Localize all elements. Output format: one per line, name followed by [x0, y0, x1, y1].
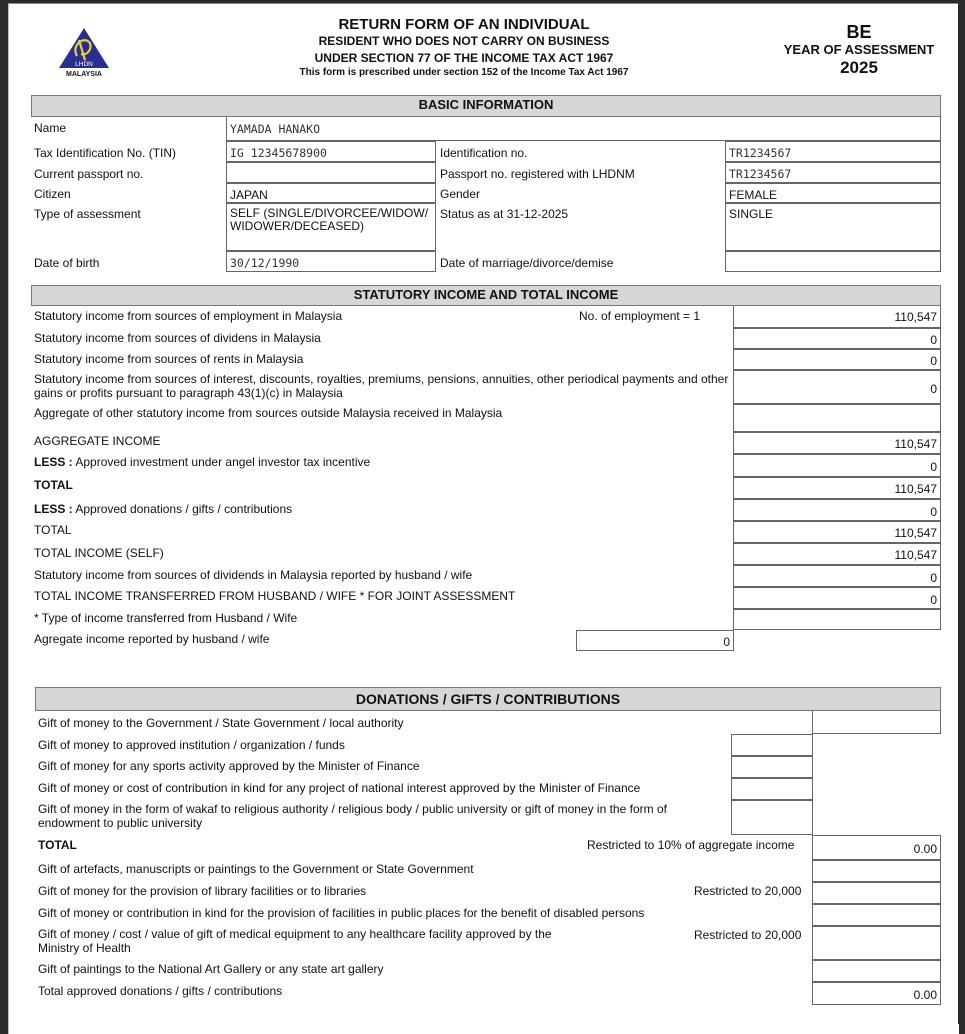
donation-wakaf-label: Gift of money in the form of wakaf to religious authority / religious body / public university or gift of money in the form of endowment to public university — [38, 802, 667, 830]
total-1-field[interactable]: 110,547 — [733, 477, 941, 499]
donation-government-label: Gift of money to the Government / State Government / local authority — [38, 716, 404, 730]
marriage-date-label: Date of marriage/divorce/demise — [440, 256, 614, 270]
passport-label: Current passport no. — [34, 167, 144, 181]
income-outside-field[interactable] — [733, 404, 941, 432]
tin-field[interactable]: IG 12345678900 — [226, 141, 436, 162]
less-donations-label — [34, 502, 292, 516]
form-code-block — [759, 22, 959, 78]
spouse-dividends-label: Statutory income from sources of dividends in Malaysia reported by husband / wife — [34, 568, 473, 582]
donation-national-interest-field[interactable] — [731, 778, 813, 800]
less-donations-prefix: LESS : — [34, 502, 73, 516]
form-code: BE — [846, 22, 872, 42]
total-income-self-label: TOTAL INCOME (SELF) — [34, 546, 164, 560]
lhdn-logo — [49, 26, 119, 78]
total-income-self-field[interactable]: 110,547 — [733, 543, 941, 565]
donation-library-field[interactable] — [812, 882, 941, 904]
donation-grand-total-field[interactable]: 0.00 — [812, 982, 941, 1005]
donation-national-interest-label: Gift of money or cost of contribution in kind for any project of national interest approved by the Minister of Finance — [38, 781, 641, 795]
donation-art-gallery-label: Gift of paintings to the National Art Gallery or any state art gallery — [38, 962, 384, 976]
passport-reg-label: Passport no. registered with LHDNM — [440, 167, 635, 181]
transferred-income-field[interactable]: 0 — [733, 587, 941, 609]
income-row-employment-label: Statutory income from sources of employment in Malaysia — [34, 309, 343, 323]
title-line-2: RESIDENT WHO DOES NOT CARRY ON BUSINESS — [318, 34, 610, 48]
less-angel-label — [34, 455, 370, 469]
employment-count: No. of employment = 1 — [579, 309, 701, 323]
donation-library-note: Restricted to 20,000 — [694, 884, 802, 898]
income-row-outside-label: Aggregate of other statutory income from sources outside Malaysia received in Malaysia — [34, 406, 503, 420]
donation-art-gallery-field[interactable] — [812, 960, 941, 982]
income-header: STATUTORY INCOME AND TOTAL INCOME — [31, 285, 941, 306]
less-angel-text: Approved investment under angel investor tax incentive — [72, 455, 371, 469]
income-row-rents-label: Statutory income from sources of rents in Malaysia — [34, 352, 304, 366]
donation-sports-label: Gift of money for any sports activity approved by the Minister of Finance — [38, 759, 420, 773]
income-type-transferred-label: * Type of income transferred from Husband / Wife — [34, 611, 298, 625]
passport-reg-field[interactable]: TR1234567 — [725, 162, 941, 183]
lhdn-logo-icon — [49, 26, 119, 78]
spouse-aggregate-field[interactable]: 0 — [576, 630, 734, 651]
tin-label: Tax Identification No. (TIN) — [34, 146, 177, 160]
tax-form-page — [8, 3, 959, 1034]
citizen-label: Citizen — [34, 187, 71, 201]
dob-label: Date of birth — [34, 256, 100, 270]
donation-sports-field[interactable] — [731, 756, 813, 778]
form-title — [219, 16, 709, 78]
basic-info-header: BASIC INFORMATION — [31, 95, 941, 117]
id-field[interactable]: TR1234567 — [725, 141, 941, 162]
year-label: YEAR OF ASSESSMENT — [783, 42, 935, 57]
donation-total-field[interactable]: 0.00 — [812, 835, 941, 860]
donation-artefacts-label: Gift of artefacts, manuscripts or paintings to the Government or State Government — [38, 862, 474, 876]
citizen-field[interactable]: JAPAN — [226, 183, 436, 203]
donation-medical-label: Gift of money / cost / value of gift of medical equipment to any healthcare facility approved by the Ministry of Health — [38, 927, 552, 955]
donation-artefacts-field[interactable] — [812, 860, 941, 882]
status-label: Status as at 31-12-2025 — [440, 207, 569, 221]
window-edge-right — [958, 0, 965, 1024]
income-interest-field[interactable]: 0 — [733, 370, 941, 404]
income-dividends-field[interactable]: 0 — [733, 328, 941, 349]
less-angel-field[interactable]: 0 — [733, 454, 941, 477]
title-line-1: RETURN FORM OF AN INDIVIDUAL — [338, 16, 590, 33]
income-row-dividends-label: Statutory income from sources of dividens in Malaysia — [34, 331, 321, 345]
status-field[interactable]: SINGLE — [725, 203, 941, 251]
less-angel-prefix: LESS : — [34, 455, 73, 469]
svg-text:MALAYSIA: MALAYSIA — [66, 71, 102, 78]
donation-library-label: Gift of money for the provision of library facilities or to libraries — [38, 884, 367, 898]
year-value: 2025 — [840, 58, 878, 77]
passport-field[interactable] — [226, 162, 436, 183]
title-line-4: This form is prescribed under section 152 of the Income Tax Act 1967 — [299, 67, 629, 78]
donation-disabled-field[interactable] — [812, 904, 941, 926]
donation-grand-total-label: Total approved donations / gifts / contributions — [38, 984, 283, 998]
donation-government-field[interactable] — [812, 711, 941, 734]
donation-column-divider — [812, 734, 813, 835]
name-label: Name — [34, 121, 67, 135]
income-employment-field[interactable]: 110,547 — [733, 306, 941, 328]
id-label: Identification no. — [440, 146, 528, 160]
less-donations-field[interactable]: 0 — [733, 499, 941, 521]
name-field[interactable]: YAMADA HANAKO — [226, 117, 941, 141]
transferred-income-label: TOTAL INCOME TRANSFERRED FROM HUSBAND / WIFE * FOR JOINT ASSESSMENT — [34, 589, 516, 603]
donation-medical-note: Restricted to 20,000 — [694, 928, 802, 942]
aggregate-income-field[interactable]: 110,547 — [733, 432, 941, 454]
svg-text:LHDN: LHDN — [75, 61, 93, 68]
donations-header: DONATIONS / GIFTS / CONTRIBUTIONS — [35, 687, 941, 711]
title-line-3: UNDER SECTION 77 OF THE INCOME TAX ACT 1967 — [314, 51, 614, 65]
income-rents-field[interactable]: 0 — [733, 349, 941, 370]
total-2-field[interactable]: 110,547 — [733, 521, 941, 543]
total-1-label: TOTAL — [34, 478, 73, 492]
donation-total-label: TOTAL — [38, 838, 77, 852]
spouse-dividends-field[interactable]: 0 — [733, 565, 941, 587]
donation-institution-field[interactable] — [731, 734, 813, 756]
spouse-aggregate-label: Agregate income reported by husband / wife — [34, 632, 270, 646]
gender-label: Gender — [440, 187, 481, 201]
income-type-transferred-field[interactable] — [733, 609, 941, 630]
less-donations-text: Approved donations / gifts / contributions — [72, 502, 293, 516]
income-row-interest-label: Statutory income from sources of interest, discounts, royalties, premiums, pensions, annuities, other periodical payments and other gains or profits pursuant to paragraph 43(1)(c) in Malaysia — [34, 372, 729, 400]
dob-field[interactable]: 30/12/1990 — [226, 251, 436, 272]
donation-institution-label: Gift of money to approved institution / organization / funds — [38, 738, 345, 752]
donation-wakaf-field[interactable] — [731, 800, 813, 835]
total-2-label: TOTAL — [34, 523, 72, 537]
gender-field[interactable]: FEMALE — [725, 183, 941, 203]
marriage-date-field[interactable] — [725, 251, 941, 272]
assessment-field[interactable]: SELF (SINGLE/DIVORCEE/WIDOW/WIDOWER/DECEASED) — [226, 203, 436, 251]
donation-medical-field[interactable] — [812, 926, 941, 960]
donation-disabled-label: Gift of money or contribution in kind for the provision of facilities in public places for the benefit of disabled persons — [38, 906, 645, 920]
assessment-label: Type of assessment — [34, 207, 141, 221]
aggregate-income-label: AGGREGATE INCOME — [34, 434, 161, 448]
donation-total-note: Restricted to 10% of aggregate income — [587, 838, 795, 852]
